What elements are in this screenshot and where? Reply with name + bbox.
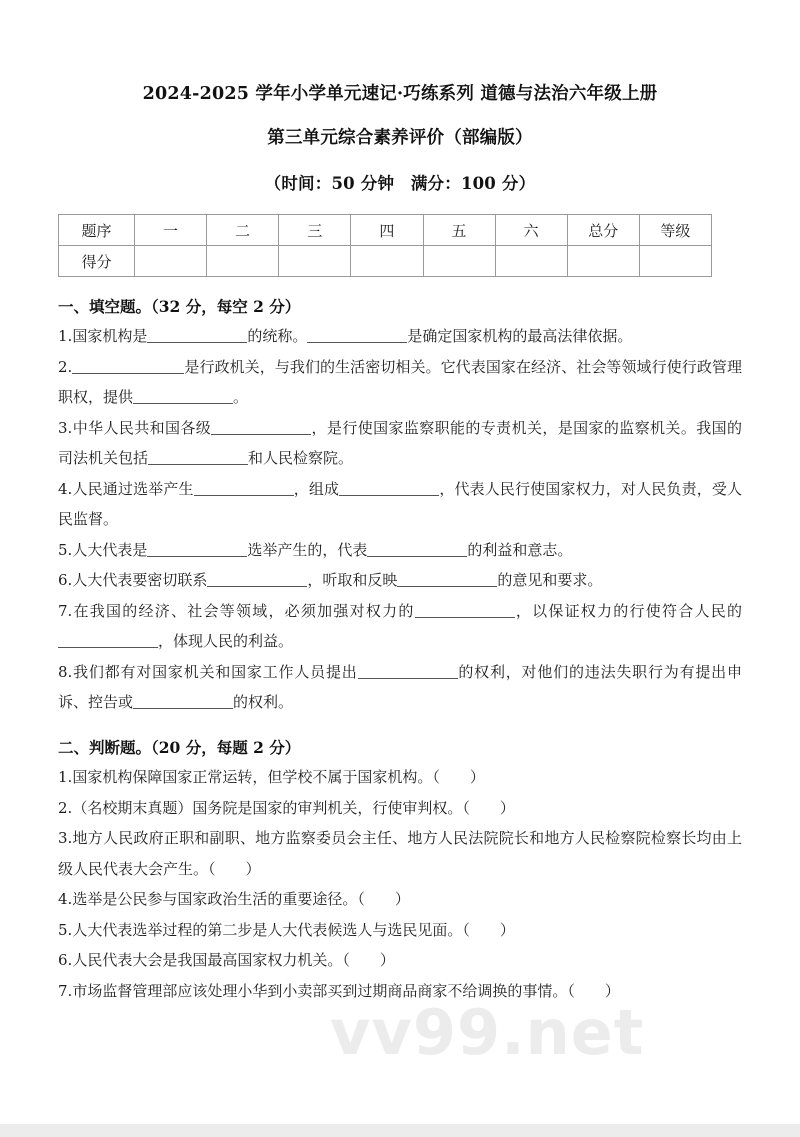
score-table-col-1: 一 [135,215,207,246]
question-text-part: ，代表人民行使国家权力，对人民负责，受人民监督。 [58,479,742,529]
answer-blank[interactable] [148,449,248,465]
answer-blank[interactable] [207,571,307,587]
question-text-part: ，听取和反映 [307,571,398,590]
question-number: 3. [58,418,73,437]
answer-blank[interactable] [58,632,158,648]
question-number: 2. [58,357,73,376]
score-cell-3[interactable] [279,246,351,277]
question-number: 7. [58,601,73,620]
question-text-part: 的意见和要求。 [497,571,603,590]
question-tf-4 [58,884,742,915]
answer-blank[interactable] [147,541,247,557]
answer-blank[interactable] [367,541,467,557]
score-table-row-label-score: 得分 [59,246,135,277]
page-bottom-strip [0,1124,800,1137]
question-text-part: 国家机构是 [72,327,148,346]
question-text-part: ，组成 [293,479,340,498]
answer-blank[interactable] [133,693,233,709]
answer-parentheses[interactable]: （ ） [208,859,261,878]
question-text: 人大代表选举过程的第二步是人大代表候选人与选民见面。 [72,920,463,939]
question-text: 地方人民政府正职和副职、地方监察委员会主任、地方人民法院院长和地方人民检察院检察长均由上级人民代表大会产生。 [58,829,742,878]
question-number: 7. [58,981,73,1000]
question-number: 5. [58,540,73,559]
score-cell-4[interactable] [351,246,423,277]
score-table-row-label-header: 题序 [59,215,135,246]
question-tf-7 [58,976,742,1007]
question-text-part: ，体现人民的利益。 [158,632,294,651]
question-number: 1. [58,327,73,346]
question-text-part: 的权利。 [233,693,294,712]
score-cell-1[interactable] [135,246,207,277]
question-fill-1 [58,321,742,352]
page-title-line-2: 第三单元综合素养评价（部编版） [267,128,533,148]
question-text-part: 的权利，对他们的违法失职行为有提出申诉、控告或 [58,662,742,712]
answer-blank[interactable] [211,419,311,435]
question-text-part: 选举产生的，代表 [247,540,368,559]
question-number: 3. [58,829,73,848]
site-watermark: vv99.net [330,996,645,1069]
question-number: 4. [58,479,73,498]
question-tf-1 [58,762,742,793]
score-table-col-5: 五 [423,215,495,246]
question-number: 1. [58,768,73,787]
question-text: 市场监督管理部应该处理小华到小卖部买到过期商品商家不给调换的事情。 [72,981,568,1000]
page-title-line-1: 2024-2025 学年小学单元速记·巧练系列 道德与法治六年级上册 [142,84,658,104]
score-cell-2[interactable] [207,246,279,277]
answer-blank[interactable] [72,358,184,374]
answer-blank[interactable] [358,663,458,679]
question-fill-5 [58,535,742,566]
answer-parentheses[interactable]: （ ） [462,920,515,939]
answer-blank[interactable] [307,327,407,343]
question-text-part: 人大代表是 [72,540,148,559]
section-heading-true-false: 二、判断题。（20 分，每题 2 分） [58,737,301,757]
question-text-part: 和人民检察院。 [248,449,354,468]
document-content [58,0,742,1006]
question-text-part: 在我国的经济、社会等领域，必须加强对权力的 [72,601,415,620]
question-text: 选举是公民参与国家政治生活的重要途径。 [72,890,358,909]
question-text: 人民代表大会是我国最高国家权力机关。 [72,951,343,970]
question-tf-2 [58,793,742,824]
score-table-col-4: 四 [351,215,423,246]
question-fill-7 [58,596,742,657]
score-cell-6[interactable] [495,246,567,277]
answer-blank[interactable] [339,480,439,496]
table-row-header [59,215,712,246]
answer-blank[interactable] [397,571,497,587]
question-text-part: 人大代表要密切联系 [72,571,208,590]
question-text-part: 是行政机关，与我们的生活密切相关。它代表国家在经济、社会等领域行使行政管理职权，提供 [58,357,742,407]
question-fill-6 [58,565,742,596]
question-text: （名校期末真题）国务院是国家的审判机关，行使审判权。 [72,798,463,817]
question-fill-3 [58,413,742,474]
answer-blank[interactable] [194,480,294,496]
answer-parentheses[interactable]: （ ） [432,768,485,787]
question-tf-6 [58,945,742,976]
question-text-part: ，是行使国家监察职能的专责机关，是国家的监察机关。我国的司法机关包括 [58,418,742,468]
section-heading-fill-in-blank: 一、填空题。（32 分，每空 2 分） [58,297,301,316]
score-cell-grade[interactable] [639,246,711,277]
question-text-part: 我们都有对国家机关和国家工作人员提出 [72,662,358,681]
question-text-part: 的统称。 [247,327,308,346]
score-table-col-grade: 等级 [639,215,711,246]
score-cell-5[interactable] [423,246,495,277]
question-number: 6. [58,571,73,590]
question-fill-8 [58,657,742,718]
question-number: 6. [58,951,73,970]
question-number: 4. [58,890,73,909]
score-table-col-6: 六 [495,215,567,246]
question-number: 8. [58,662,73,681]
answer-parentheses[interactable]: （ ） [462,798,515,817]
answer-parentheses[interactable]: （ ） [357,890,410,909]
question-tf-3 [58,823,742,884]
answer-blank[interactable] [133,388,233,404]
table-row-scores [59,246,712,277]
question-fill-4 [58,474,742,535]
score-table-col-total: 总分 [567,215,639,246]
question-number: 5. [58,920,73,939]
answer-parentheses[interactable]: （ ） [342,951,395,970]
question-text-part: 的利益和意志。 [467,540,573,559]
exam-info-line: （时间：50 分钟 满分：100 分） [264,174,536,193]
question-text-part: ，以保证权力的行使符合人民的 [514,601,742,620]
question-tf-5 [58,915,742,946]
question-number: 2. [58,798,73,817]
score-table [58,214,712,277]
answer-blank[interactable] [147,327,247,343]
question-text-part: 人民通过选举产生 [72,479,194,498]
question-text-part: 中华人民共和国各级 [72,418,212,437]
answer-blank[interactable] [415,602,515,618]
question-text: 国家机构保障国家正常运转，但学校不属于国家机构。 [72,768,433,787]
score-table-col-3: 三 [279,215,351,246]
question-text-part: 是确定国家机构的最高法律依据。 [407,327,633,346]
score-table-col-2: 二 [207,215,279,246]
question-fill-2 [58,352,742,413]
answer-parentheses[interactable]: （ ） [567,981,620,1000]
question-text-part: 。 [233,388,249,407]
score-cell-total[interactable] [567,246,639,277]
